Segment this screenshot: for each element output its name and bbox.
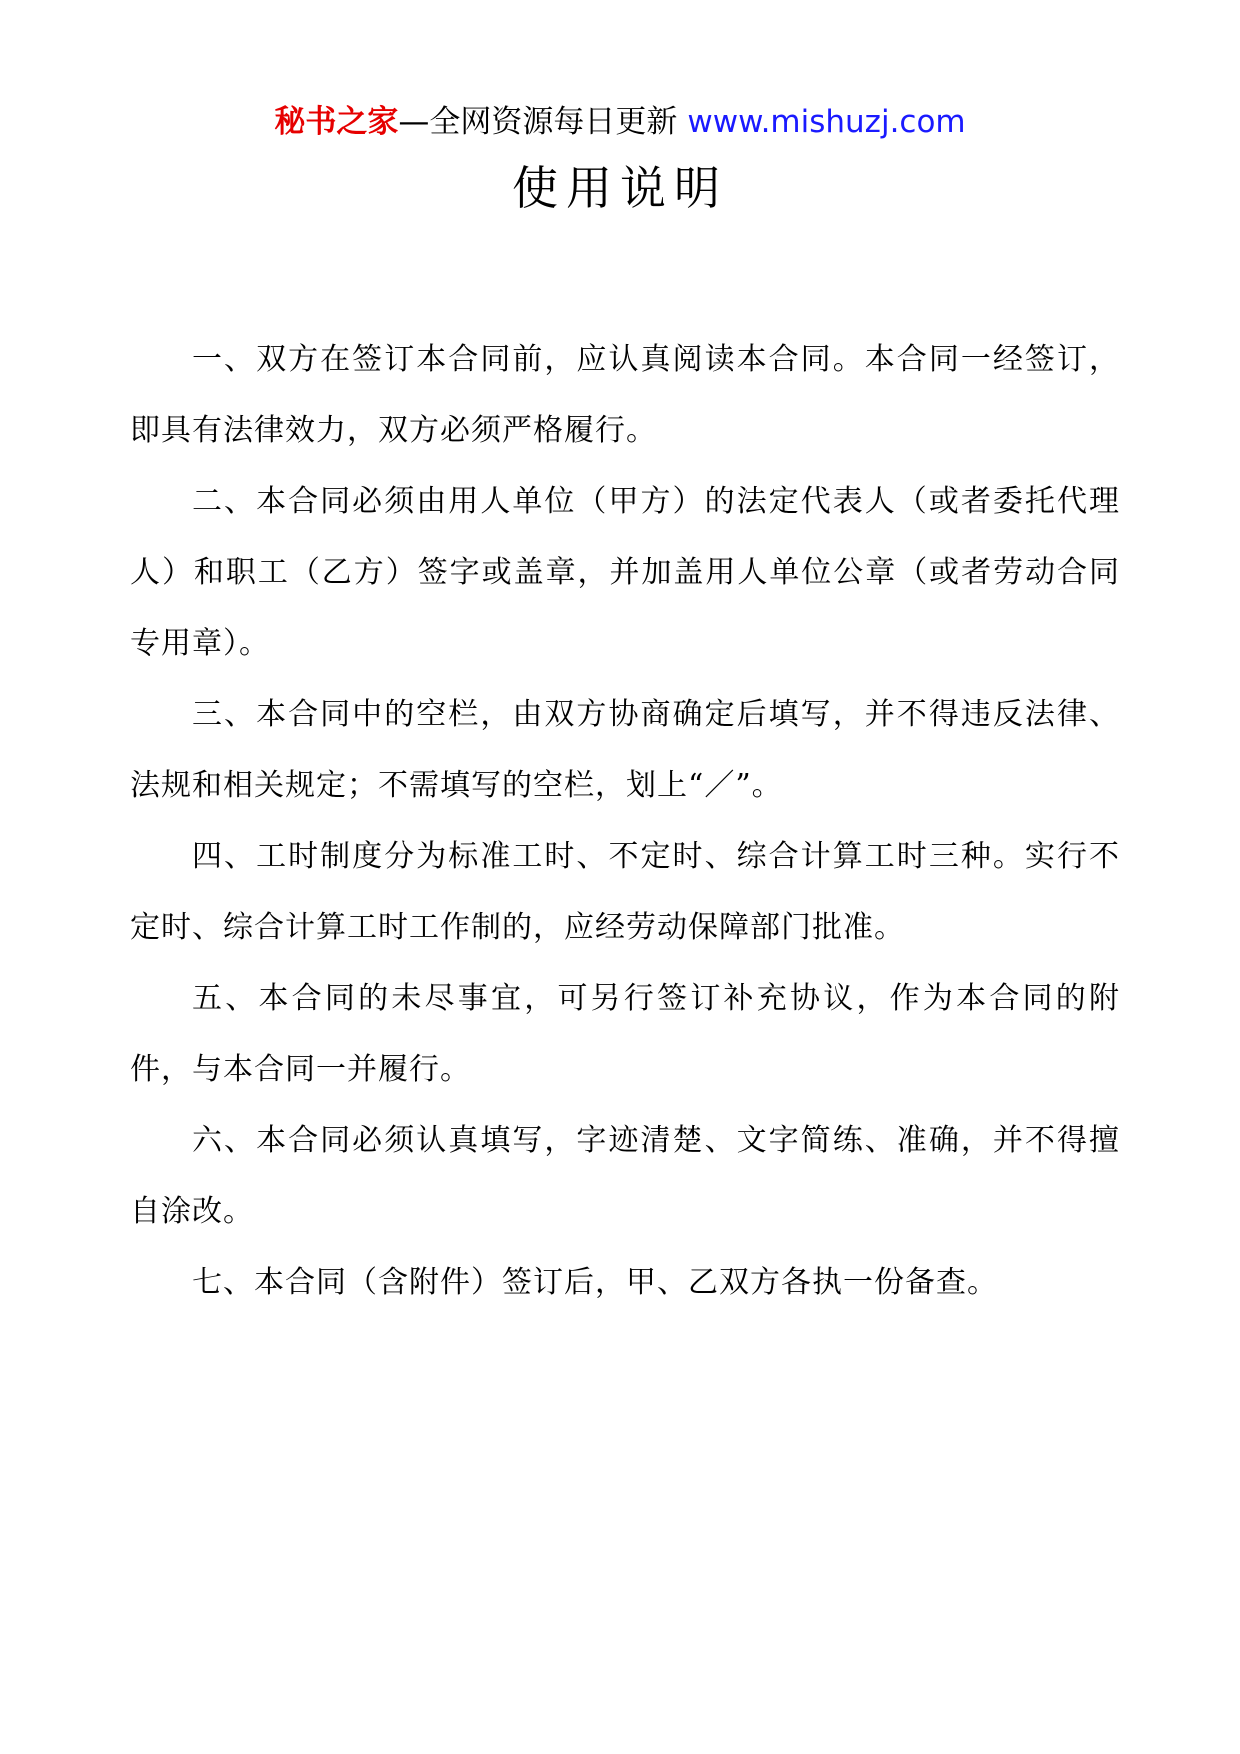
instruction-paragraph-4: 四、工时制度分为标准工时、不定时、综合计算工时三种。实行不定时、综合计算工时工作制的，应经劳动保障部门批准。 [130, 839, 1120, 945]
instruction-paragraph-2: 二、本合同必须由用人单位（甲方）的法定代表人（或者委托代理人）和职工（乙方）签字或盖章，并加盖用人单位公章（或者劳动合同专用章）。 [130, 484, 1120, 661]
site-url-link[interactable]: www.mishuzj.com [687, 104, 966, 140]
brand-name: 秘书之家 [274, 104, 399, 140]
instruction-paragraph-6: 六、本合同必须认真填写，字迹清楚、文字简练、准确，并不得擅自涂改。 [130, 1123, 1120, 1229]
instruction-paragraph-1: 一、双方在签订本合同前，应认真阅读本合同。本合同一经签订，即具有法律效力，双方必须严格履行。 [130, 342, 1120, 448]
instruction-paragraph-3: 三、本合同中的空栏，由双方协商确定后填写，并不得违反法律、法规和相关规定；不需填写的空栏，划上“／”。 [130, 697, 1120, 803]
instruction-paragraph-5: 五、本合同的未尽事宜，可另行签订补充协议，作为本合同的附件，与本合同一并履行。 [130, 981, 1120, 1087]
banner-tagline: —全网资源每日更新 [398, 104, 678, 140]
site-banner [0, 100, 1240, 144]
instructions-body [130, 324, 1120, 1318]
instruction-paragraph-7: 七、本合同（含附件）签订后，甲、乙双方各执一份备查。 [192, 1265, 998, 1300]
document-title: 使用说明 [512, 161, 728, 215]
